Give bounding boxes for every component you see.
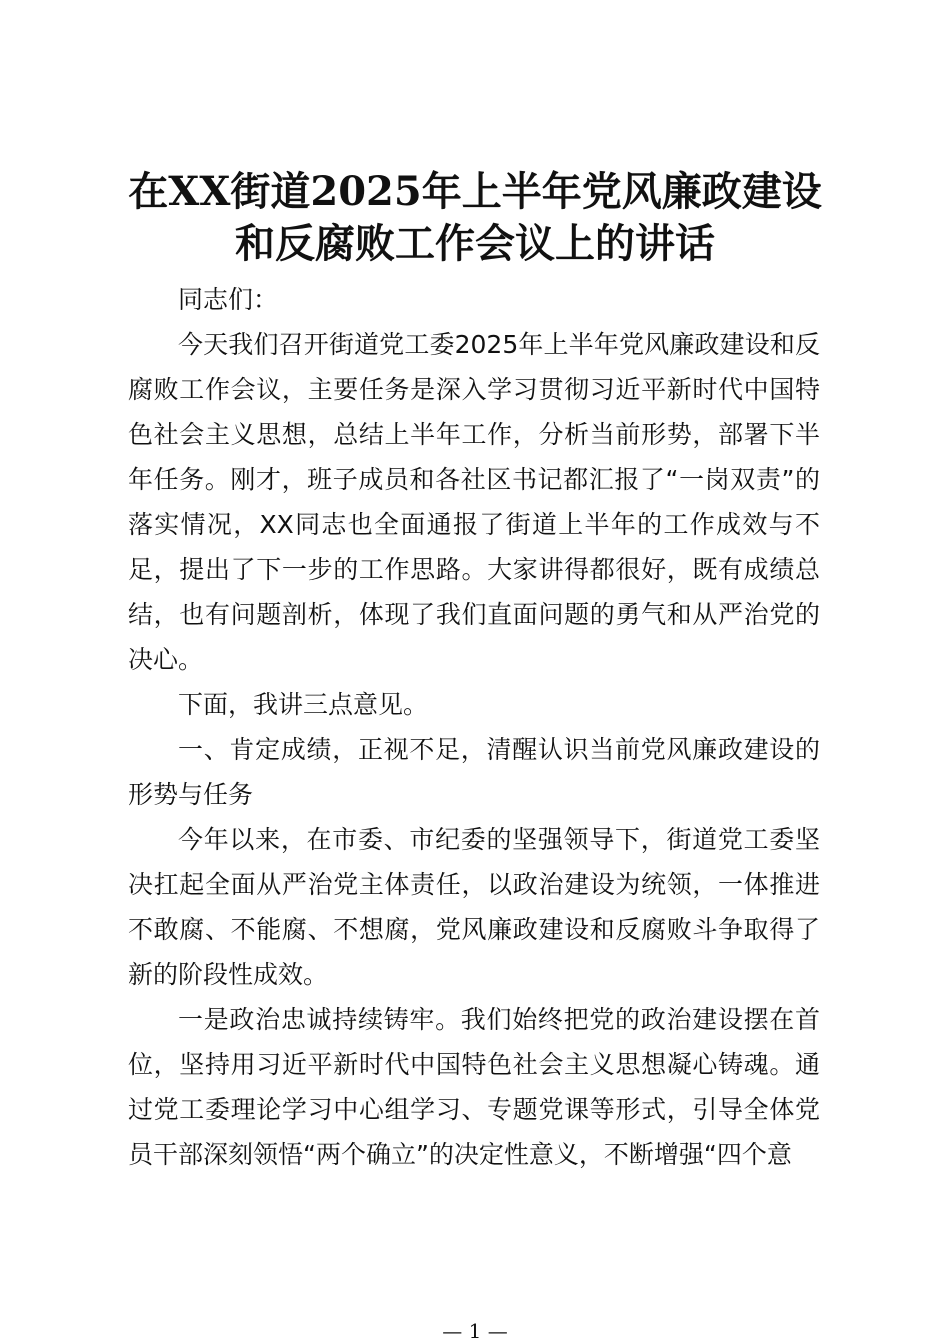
paragraph-intro: 今天我们召开街道党工委2025年上半年党风廉政建设和反腐败工作会议，主要任务是深入学习贯彻习近平新时代中国特色社会主义思想，总结上半年工作，分析当前形势，部署下半年任务。刚才，班子成员和各社区书记都汇报了“一岗双责”的落实情况，XX同志也全面通报了街道上半年的工作成效与不足，提出了下一步的工作思路。大家讲得都很好，既有成绩总结，也有问题剖析，体现了我们直面问题的勇气和从严治党的决心。 [128,330,820,674]
document-title-line-2: 和反腐败工作会议上的讲话 [235,220,715,267]
document-title-line-1: 在XX街道2025年上半年党风廉政建设 [128,168,822,215]
section-heading-1: 一、肯定成绩，正视不足，清醒认识当前党风廉政建设的形势与任务 [128,735,820,809]
greeting: 同志们： [178,285,279,314]
paragraph-outline: 下面，我讲三点意见。 [178,690,429,719]
paragraph-achievements: 今年以来，在市委、市纪委的坚强领导下，街道党工委坚决扛起全面从严治党主体责任，以政治建设为统领，一体推进不敢腐、不能腐、不想腐，党风廉政建设和反腐败斗争取得了新的阶段性成效。 [128,825,820,989]
document-body [128,277,820,1177]
page-number: — 1 — [442,1319,508,1343]
paragraph-political-loyalty: 一是政治忠诚持续铸牢。我们始终把党的政治建设摆在首位，坚持用习近平新时代中国特色社会主义思想凝心铸魂。通过党工委理论学习中心组学习、专题党课等形式，引导全体党员干部深刻领悟“两个确立”的决定性意义，不断增强“四个意 [128,1005,820,1169]
